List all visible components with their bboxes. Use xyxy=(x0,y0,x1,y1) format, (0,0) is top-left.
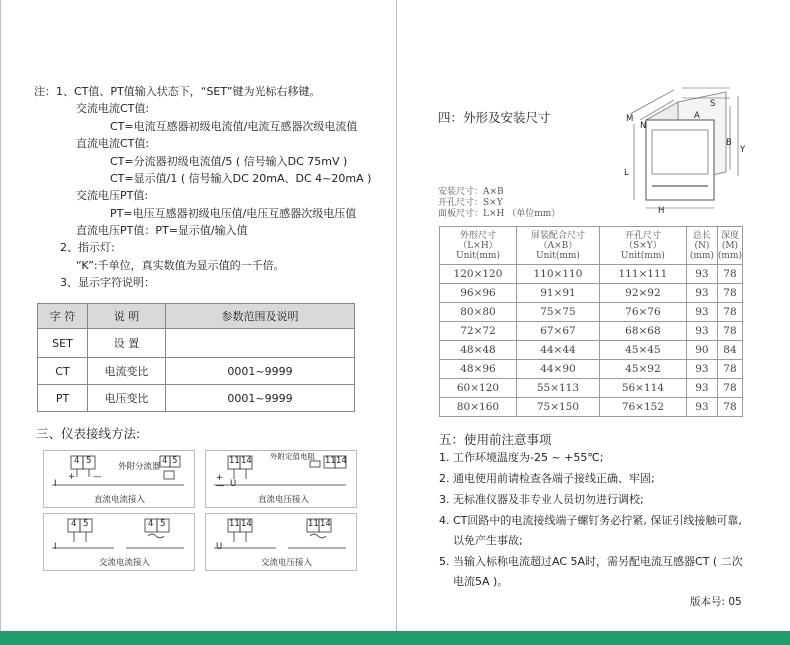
char-table-cell: SET xyxy=(38,329,88,358)
wiring-title: 三、仪表接线方法: xyxy=(36,426,141,441)
wiring-minus-sign: — xyxy=(216,481,225,491)
dim-header-cell xyxy=(599,227,686,265)
wiring-terminal: 11 xyxy=(229,456,240,466)
dimensions-table-row xyxy=(440,284,743,303)
char-table-header-cell: 字 符 xyxy=(38,304,88,329)
wiring-resistor-label: 外附定值电阻 xyxy=(270,452,315,461)
char-table-row xyxy=(38,358,355,385)
wiring-voltage-symbol: U xyxy=(230,479,237,489)
dimensions-table-row xyxy=(440,265,743,284)
dim-cell: 96×96 xyxy=(440,284,517,303)
note-dc-pt: 直流电压PT值：PT=显示值/输入值 xyxy=(76,224,248,237)
dim-header-cell xyxy=(686,227,717,265)
wiring-diagram-dc-current xyxy=(43,450,195,508)
wiring-terminal: 14 xyxy=(241,519,252,529)
char-table-cell: PT xyxy=(38,385,88,412)
wiring-terminal: 11 xyxy=(229,519,240,529)
char-table-cell xyxy=(166,329,355,358)
dim-cell: 93 xyxy=(686,303,717,322)
dim-cell: 78 xyxy=(717,379,742,398)
dim-cell: 55×113 xyxy=(516,379,599,398)
dim-cell: 78 xyxy=(717,322,742,341)
char-table-header xyxy=(38,304,355,329)
note-ac-ct-formula: CT=电流互感器初级电流值/电流互感器次级电流值 xyxy=(110,120,358,133)
precaution-item: 1. 工作环境温度为-25 ~ +55℃; xyxy=(439,451,604,464)
dim-cell: 78 xyxy=(717,360,742,379)
dimensions-table xyxy=(439,226,743,417)
char-table-cell: 0001~9999 xyxy=(166,385,355,412)
precaution-item: 5. 当输入标称电流超过AC 5A时，需另配电流互感器CT ( 二次 xyxy=(439,555,743,568)
dim-cell: 44×44 xyxy=(516,341,599,360)
footer-band xyxy=(0,631,790,645)
note-ac-ct: 交流电流CT值: xyxy=(76,102,150,115)
wiring-diagram-dc-voltage xyxy=(205,450,357,508)
dim-cell: 93 xyxy=(686,398,717,417)
dim-cell: 93 xyxy=(686,284,717,303)
dim-cell: 80×80 xyxy=(440,303,517,322)
wiring-terminal: 14 xyxy=(320,519,331,529)
note-dc-ct-formula-2: CT=显示值/1 ( 信号输入DC 20mA、DC 4~20mA ) xyxy=(110,172,372,185)
char-table-cell: 电流变比 xyxy=(88,358,166,385)
dimensions-table-row xyxy=(440,398,743,417)
dim-cell: 80×160 xyxy=(440,398,517,417)
dim-letter: H xyxy=(658,206,665,216)
wiring-terminal: 5 xyxy=(86,456,92,466)
wiring-terminal: 4 xyxy=(71,519,77,529)
char-table-header-cell: 参数范围及说明 xyxy=(166,304,355,329)
note-item-2: 2、指示灯: xyxy=(60,241,115,254)
dim-header-line: （S×Y） xyxy=(624,240,662,251)
dim-cell: 48×96 xyxy=(440,360,517,379)
note-item-3: 3、显示字符说明： xyxy=(60,276,155,289)
precautions-title: 五：使用前注意事项 xyxy=(439,432,552,447)
dim-header-line: 屏装配合尺寸 xyxy=(530,230,585,241)
dim-cell: 111×111 xyxy=(599,265,686,284)
wiring-shunt-label: 外附分流器 xyxy=(118,462,161,472)
wiring-caption: 直流电流接入 xyxy=(94,495,146,505)
wiring-caption: 直流电压接入 xyxy=(258,495,310,505)
dim-header-line: （A×B） xyxy=(538,240,578,251)
dim-cell: 84 xyxy=(717,341,742,360)
dim-cell: 78 xyxy=(717,284,742,303)
dim-cell: 78 xyxy=(717,398,742,417)
dim-header-line: 外形尺寸 xyxy=(459,230,496,241)
dim-cell: 76×76 xyxy=(599,303,686,322)
dim-header-line: Unit(mm) xyxy=(535,250,580,261)
dim-letter: S xyxy=(710,99,716,109)
dim-header-cell xyxy=(516,227,599,265)
dim-header-line: 总长 xyxy=(692,230,711,241)
wiring-terminal: 11 xyxy=(325,456,336,466)
dim-header-line: (mm) xyxy=(717,250,742,261)
dim-header-line: (M) xyxy=(721,240,739,251)
precaution-item-continued: 以免产生事故; xyxy=(453,534,523,547)
dim-cell: 91×91 xyxy=(516,284,599,303)
page-fold-left xyxy=(0,0,1,632)
dim-header-line: (N) xyxy=(694,240,710,251)
page-fold-center xyxy=(396,0,397,632)
dim-cell: 78 xyxy=(717,265,742,284)
install-size: 安装尺寸：A×B xyxy=(438,187,504,197)
wiring-terminal: 14 xyxy=(241,456,252,466)
dim-cell: 45×45 xyxy=(599,341,686,360)
wiring-plus-sign: + xyxy=(68,472,76,482)
wiring-terminal: 4 xyxy=(162,456,168,466)
char-table-row xyxy=(38,329,355,358)
dim-header-cell xyxy=(717,227,742,265)
wiring-caption: 交流电流接入 xyxy=(99,558,151,568)
dim-cell: 44×90 xyxy=(516,360,599,379)
dim-cell: 93 xyxy=(686,360,717,379)
dim-header-line: 开孔尺寸 xyxy=(624,230,661,241)
wiring-current-symbol: I xyxy=(54,542,57,552)
note-dc-ct: 直流电流CT值: xyxy=(76,137,150,150)
hole-size: 开孔尺寸：S×Y xyxy=(438,198,503,208)
dimensions-table-row xyxy=(440,303,743,322)
dim-cell: 56×114 xyxy=(599,379,686,398)
char-table xyxy=(37,303,355,412)
wiring-terminal: 5 xyxy=(160,519,166,529)
note-ac-pt-formula: PT=电压互感器初级电压值/电压互感器次级电压值 xyxy=(110,207,357,220)
wiring-terminal: 5 xyxy=(172,456,178,466)
dim-header-line: (mm) xyxy=(689,250,714,261)
dim-letter: A xyxy=(694,111,700,121)
wiring-diagram-ac-current xyxy=(43,513,195,571)
dimensions-table-row xyxy=(440,360,743,379)
dimensions-title: 四：外形及安装尺寸 xyxy=(438,110,551,125)
dim-cell: 68×68 xyxy=(599,322,686,341)
wiring-terminal: 5 xyxy=(83,519,89,529)
dim-letter: N xyxy=(640,121,647,131)
wiring-caption: 交流电压接入 xyxy=(261,558,313,568)
panel-size: 面板尺寸：L×H （单位mm） xyxy=(438,209,561,219)
wiring-voltage-symbol: U xyxy=(216,542,223,552)
precaution-item: 3. 无标准仪器及非专业人员切勿进行调校; xyxy=(439,493,644,506)
dim-header-line: （L×H） xyxy=(458,240,498,251)
dim-cell: 90 xyxy=(686,341,717,360)
dim-cell: 60×120 xyxy=(440,379,517,398)
dim-header-line: Unit(mm) xyxy=(620,250,665,261)
dim-letter: B xyxy=(726,138,732,148)
dim-header-line: Unit(mm) xyxy=(456,250,500,261)
wiring-current-symbol: I xyxy=(54,479,57,489)
dim-cell: 75×150 xyxy=(516,398,599,417)
wiring-plus-sign: + xyxy=(216,473,224,483)
note-line-1: 注：1、CT值、PT值输入状态下，“SET”键为光标右移键。 xyxy=(34,85,321,98)
char-table-cell: CT xyxy=(38,358,88,385)
dim-cell: 93 xyxy=(686,379,717,398)
char-table-cell: 0001~9999 xyxy=(166,358,355,385)
dim-letter: Y xyxy=(740,145,746,155)
dim-letter: L xyxy=(624,168,629,178)
version-number: 版本号: 05 xyxy=(690,596,742,608)
dim-cell: 75×75 xyxy=(516,303,599,322)
wiring-terminal: 11 xyxy=(308,519,319,529)
dim-cell: 76×152 xyxy=(599,398,686,417)
dim-letter: M xyxy=(626,114,634,124)
note-item-2-text: “K”:千单位，真实数值为显示值的一千倍。 xyxy=(76,259,285,272)
dim-cell: 93 xyxy=(686,265,717,284)
dim-cell: 67×67 xyxy=(516,322,599,341)
wiring-minus-sign: — xyxy=(93,472,102,482)
dimensions-table-row xyxy=(440,341,743,360)
wiring-terminal: 14 xyxy=(336,456,347,466)
dim-cell: 120×120 xyxy=(440,265,517,284)
dim-cell: 72×72 xyxy=(440,322,517,341)
precaution-item: 4. CT回路中的电流接线端子螺钉务必拧紧, 保证引线接触可靠, xyxy=(439,514,742,527)
dim-cell: 110×110 xyxy=(516,265,599,284)
note-dc-ct-formula-1: CT=分流器初级电流值/5 ( 信号输入DC 75mV ) xyxy=(110,155,348,168)
wiring-terminal: 4 xyxy=(148,519,154,529)
dimensions-table-header xyxy=(440,227,743,265)
wiring-diagram-ac-voltage xyxy=(205,513,357,571)
dim-cell: 78 xyxy=(717,303,742,322)
dimensions-table-row xyxy=(440,322,743,341)
char-table-row xyxy=(38,385,355,412)
precaution-item: 2. 通电使用前请检查各端子接线正确、牢固; xyxy=(439,472,655,485)
precaution-item-continued: 电流5A )。 xyxy=(453,575,509,588)
note-ac-pt: 交流电压PT值: xyxy=(76,189,149,202)
wiring-terminal: 4 xyxy=(74,456,80,466)
char-table-header-cell: 说 明 xyxy=(88,304,166,329)
dim-cell: 48×48 xyxy=(440,341,517,360)
dim-cell: 45×92 xyxy=(599,360,686,379)
char-table-cell: 设 置 xyxy=(88,329,166,358)
dimensions-table-row xyxy=(440,379,743,398)
char-table-cell: 电压变比 xyxy=(88,385,166,412)
dim-header-line: 深度 xyxy=(720,230,739,241)
dim-header-cell xyxy=(440,227,517,265)
dim-cell: 93 xyxy=(686,322,717,341)
dim-cell: 92×92 xyxy=(599,284,686,303)
